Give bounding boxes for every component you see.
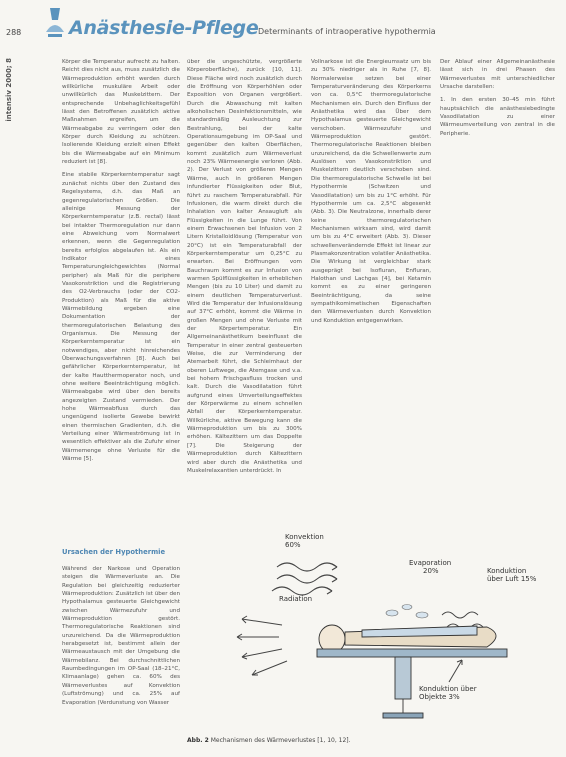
konvektion-percent: 60% bbox=[285, 541, 301, 549]
paragraph: Während der Narkose und Operation steigen die Wärmeverluste an. Die Regulation bei gleichzeitig reduzierter Wärmeproduktion: Zusätzlich ist über den Hypothalamus gesteuerte Gleichgewicht zwischen Wärmezufuhr und Wärmeproduktion gestört. Thermoregulatorische Reaktionen sind unzureichend. Da die Wärmeproduktion herabgesetzt ist, bestimmt allein der Wärmeaustausch mit der Umgebung die Wärmebilanz. Bei durchschnittlichen Raumbedingungen im OP-Saal (18–21°C, Klimaanlage) gehen ca. 60% des Wärmeverlustes auf Konvektion (Luftströmung) und ca. 25% auf Evaporation (Verdunstung von Wasser bbox=[62, 566, 180, 706]
header-subtitle: Determinants of intraoperative hypothermia bbox=[258, 27, 436, 36]
konvektion-text: Konvektion bbox=[285, 533, 324, 541]
text-column-2 bbox=[187, 58, 302, 518]
evaporation-label bbox=[409, 559, 451, 575]
konduktion-objekte-label bbox=[419, 685, 477, 701]
journal-issue-label: intensiv 2000; 8 bbox=[5, 58, 13, 122]
text-column-1 bbox=[62, 58, 180, 546]
evaporation-text: Evaporation bbox=[409, 559, 452, 567]
figure-caption bbox=[187, 737, 351, 744]
konduktion-luft-percent: über Luft 15% bbox=[487, 575, 537, 583]
object-conduction-arrow bbox=[449, 660, 462, 682]
text-column-3 bbox=[311, 58, 431, 518]
section-heading: Ursachen der Hypothermie bbox=[62, 548, 166, 556]
paragraph: Körper die Temperatur aufrecht zu halten. Reicht dies nicht aus, muss zusätzlich die Wärmeproduktion erhöht werden durch willkürliche muskuläre Arbeit oder unwillkürlich das Muskelzittern. Der entsprechende Unbehaglichkeitsgefühl lässt den Betroffenen zusätzlich aktive Maßnahmen ergreifen, um die Wärmeabgabe zu verringern oder den Körper durch Kleidung zu schützen. Isolierende Kleidung erzielt einen Effekt bis die Wärmeabgabe auf ein Minimum reduziert ist [8]. bbox=[62, 59, 180, 166]
radiation-label: Radiation bbox=[279, 595, 313, 603]
evaporation-percent: 20% bbox=[423, 567, 439, 575]
paragraph: 1. In den ersten 30–45 min führt hauptsächlich die anästhesiebedingte Vasodilatation zu einer Wärmeumverteilung von zentral in die Peripherie. bbox=[440, 97, 555, 137]
paragraph: Eine stabile Körperkerntemperatur sagt zunächst nichts über den Zustand des Regelsystems, d.h. das Maß an gegenregulatorischen Größen. Die alleinige Messung der Körperkerntemperatur (z.B. rectal) lässt bei intakter Thermoregulation nur dann eine Abweichung vom Normalwert erkennen, wenn die Gegenregulation bereits erfolglos abgelaufen ist. Als ein Indikator eines Temperaturungleichgewichtes (Normal peripher) als Maß für die periphere Vasokonstriktion und die Registrierung des O2-Verbrauchs (oder der CO2-Produktion) als Maß für die aktive Wärmebildung ergeben eine Dokumentation der thermoregulatorischen Belastung des Organismus. Die Messung der Körperkerntemperatur ist ein notwendiges, aber nicht hinreichendes Überwachungsverfahren [8]. Auch bei gefährlicher Körperkerntemperatur, ist der kalte Hautthermoperator noch, und ohne weitere Beeinträchtigung möglich. Wärmeabgabe wird über den bereits angezeigten Zustand vermieden. Der hohe Wärmeabfluss durch das ungenügend isolierte Gewebe bewirkt einen thermischen Gradienten, d.h. die Verteilung einer Wärmeströmung ist in wesentlich effektiver als die Zufuhr einer Wärmemenge ohne Verluste für die Wärme [5]. bbox=[62, 172, 180, 463]
paragraph: Der Ablauf einer Allgemeinanästhesie lässt sich in drei Phasen des Wärmeverlustes mit unterschiedlicher Ursache darstellen: bbox=[440, 59, 555, 91]
text-column-1-continued bbox=[62, 565, 180, 751]
page-number: 288 bbox=[6, 28, 22, 37]
page-header bbox=[0, 0, 566, 44]
evaporation-puffs bbox=[386, 605, 428, 619]
paragraph: Vollnarkose ist die Energieumsatz um bis zu 30% niedriger als in Ruhe [7, 8]. Normalerweise setzen bei einer Temperaturveränderung des Körperkerns von ca. 0,5°C thermoregulatorische Mechanismen ein. Durch den Einfluss der Anästhetika wird das Über dem Hypothalamus gesteuerte Gleichgewicht verschoben. Wärmezufuhr und Wärmeproduktion gestört. Thermoregulatorische Reaktionen bleiben unzureichend, da die Schwellenwerte zum Auslösen von Vasokonstriktion und Muskelzittern deutlich verschoben sind. Die thermoregulatorische Schwelle ist bei Hypothermie (Schwitzen und Vasodilatation) um bis zu 1°C erhöht. Für Hypothermie um ca. 2,5°C abgesenkt (Abb. 3). Die Neutralzone, innerhalb derer keine thermoregulatorischen Mechanismen wirksam sind, wird damit um bis zu 4°C erweitert (Abb. 3). Dieser schwellenverändernde Effekt ist linear zur Plasmakonzentration volatiler Anästhetika. Die Wirkung ist vergleichbar stark ausgeprägt bei Isofluran, Enfluran, Halothan und Lachgas [4], bei Ketamin kommt es zu einer geringeren Beeinträchtigung, da seine sympathikomimetischen Eigenschaften den Wärmeverlusten durch Konvektion und Konduktion entgegenwirken. bbox=[311, 59, 431, 324]
operating-table bbox=[317, 649, 507, 718]
konduktion-objekte-text: Konduktion über bbox=[419, 685, 477, 693]
caption-label: Abb. 2 bbox=[187, 737, 209, 744]
text-column-4 bbox=[440, 58, 555, 518]
paragraph: über die ungeschützte, vergrößerte Körperoberfläche), zurück [10, 11]. Diese Fläche wird noch zusätzlich durch die Eröffnung von Körperhöhlen oder Exposition von Organen vergrößert. Durch die Abwaschung mit kalten alkoholischen Desinfektionsmitteln, wie standardmäßig Ausleuchtung zur Bestrahlung, bei der kalte Operationsumgebung im OP-Saal und gegenüber den kalten Oberflächen, kommt zusätzlich zum Wärmeverlust noch 23% Wärmeenergie verloren (Abb. 2). Der Verlust von größeren Mengen Wärme, auch in größeren Mengen infundierter Flüssigkeiten oder Blut, führt zu raschem Temperaturabfall. Für Infusionen, die warm direkt durch die Inhalation von kalter Ansaugluft als Flüssigkeiten in die Lunge führt. Von einem Erwachsenen bei Infusion von 2 Litern Kristalloidlösung (Temperatur von 20°C) ist ein Temperaturabfall der Körperkerntemperatur um 0,25°C zu erwarten. Bei Eröffnungen vom Bauchraum kommt es zur Infusion von warmen Spülflüssigkeiten in erheblichen Mengen (bis zu 10 Liter) und damit zu einem deutlichen Temperaturverlust. Wird die Temperatur der Infusionslösung auf 37°C erhöht, kommt die Wärme in großen Mengen und ohne Verluste mit der Körpertemperatur. Ein Allgemeinanästhetikum beeinflusst die Temperatur in einer zentral gesteuerten Weise, die zur Verminderung der Atemarbeit führt, die Schleimhaut der oberen Luftwege, die Atemgase und v.a. bei hohem Frischgasfluss trocken und kalt. Durch die Vasodilatation führt aufgrund eines Umverteilungseffektes der Körperwärme zu einem schnellen Abfall der Körperkerntemperatur. Willkürliche, aktive Bewegung kann die Wärmeproduktion um bis zu 300% erhöhen. Kältezittern um das Doppelte [7]. Die Steigerung der Wärmeproduktion durch Kältezittern wird aber durch die Anästhetika und Muskelrelaxantien unterdrückt. In bbox=[187, 59, 302, 474]
journal-title: Anästhesie-Pflege bbox=[69, 17, 259, 39]
lamp-logo-icon bbox=[42, 4, 68, 40]
convection-arrows bbox=[272, 563, 337, 595]
radiation-arrows bbox=[237, 616, 287, 675]
konduktion-luft-text: Konduktion bbox=[487, 567, 527, 575]
heat-loss-illustration bbox=[187, 527, 555, 727]
konvektion-label bbox=[285, 533, 324, 549]
heat-loss-figure bbox=[187, 527, 555, 727]
konduktion-objekte-percent: Objekte 3% bbox=[419, 693, 460, 701]
caption-text: Mechanismen des Wärmeverlustes [1, 10, 12]. bbox=[210, 737, 351, 744]
konduktion-luft-label bbox=[487, 567, 536, 583]
